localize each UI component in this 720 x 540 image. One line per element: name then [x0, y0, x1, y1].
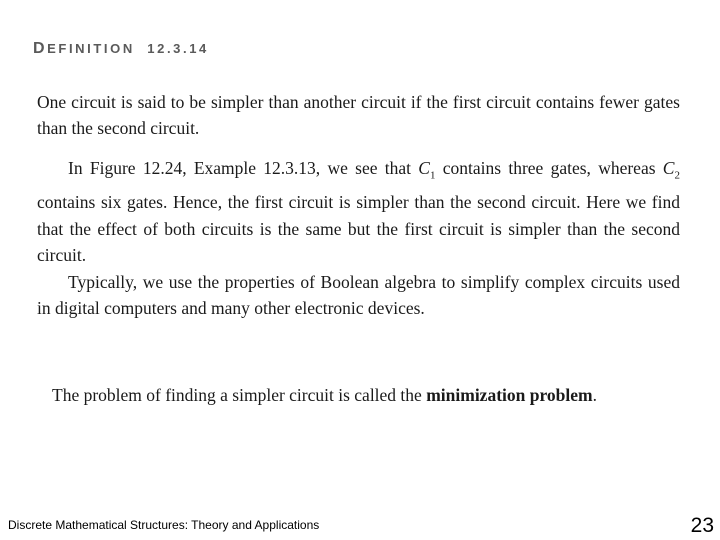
definition-heading-spacer [135, 41, 147, 56]
definition-text-end: than another circuit if the first circuit contains fewer gates than the second circuit. [37, 92, 680, 138]
p1-rest: contains six gates. Hence, the first circuit is simpler than the second circuit. Here we find that the effect of both circuits is the same but the first circuit is simpler than the second circuit. [37, 192, 680, 265]
circuit-c2-letter: C [662, 158, 675, 178]
conclusion-term: minimization problem [426, 385, 593, 405]
definition-heading [33, 40, 209, 58]
conclusion-period: . [592, 385, 597, 405]
circuit-c2-subscript: 2 [674, 169, 680, 182]
conclusion-text: The problem of finding a simpler circuit is called the [52, 385, 427, 405]
definition-number: 12.3.14 [147, 41, 209, 56]
circuit-c1-letter: C [418, 158, 430, 178]
page-number: 23 [690, 514, 714, 537]
circuit-c1-subscript: 1 [429, 169, 436, 182]
conclusion-sentence [52, 382, 597, 408]
footer-title: Discrete Mathematical Structures: Theory and Applications [8, 518, 320, 532]
definition-text-start: One circuit is said to be [37, 92, 211, 112]
circuit-c1 [418, 158, 436, 182]
explanation-block [37, 155, 680, 322]
p1-intro: In Figure 12.24, Example 12.3.13, we see that [68, 158, 419, 178]
circuit-c2 [662, 158, 680, 182]
definition-term: simpler [210, 92, 264, 112]
p1-mid: contains three gates, whereas [435, 158, 663, 178]
explanation-paragraph-1 [37, 155, 680, 269]
definition-heading-label: EFINITION [47, 41, 135, 56]
explanation-paragraph-2: Typically, we use the properties of Boolean algebra to simplify complex circuits used in digital computers and many other electronic devices. [37, 271, 680, 318]
definition-text [37, 89, 680, 141]
definition-heading-initial: D [33, 40, 48, 57]
